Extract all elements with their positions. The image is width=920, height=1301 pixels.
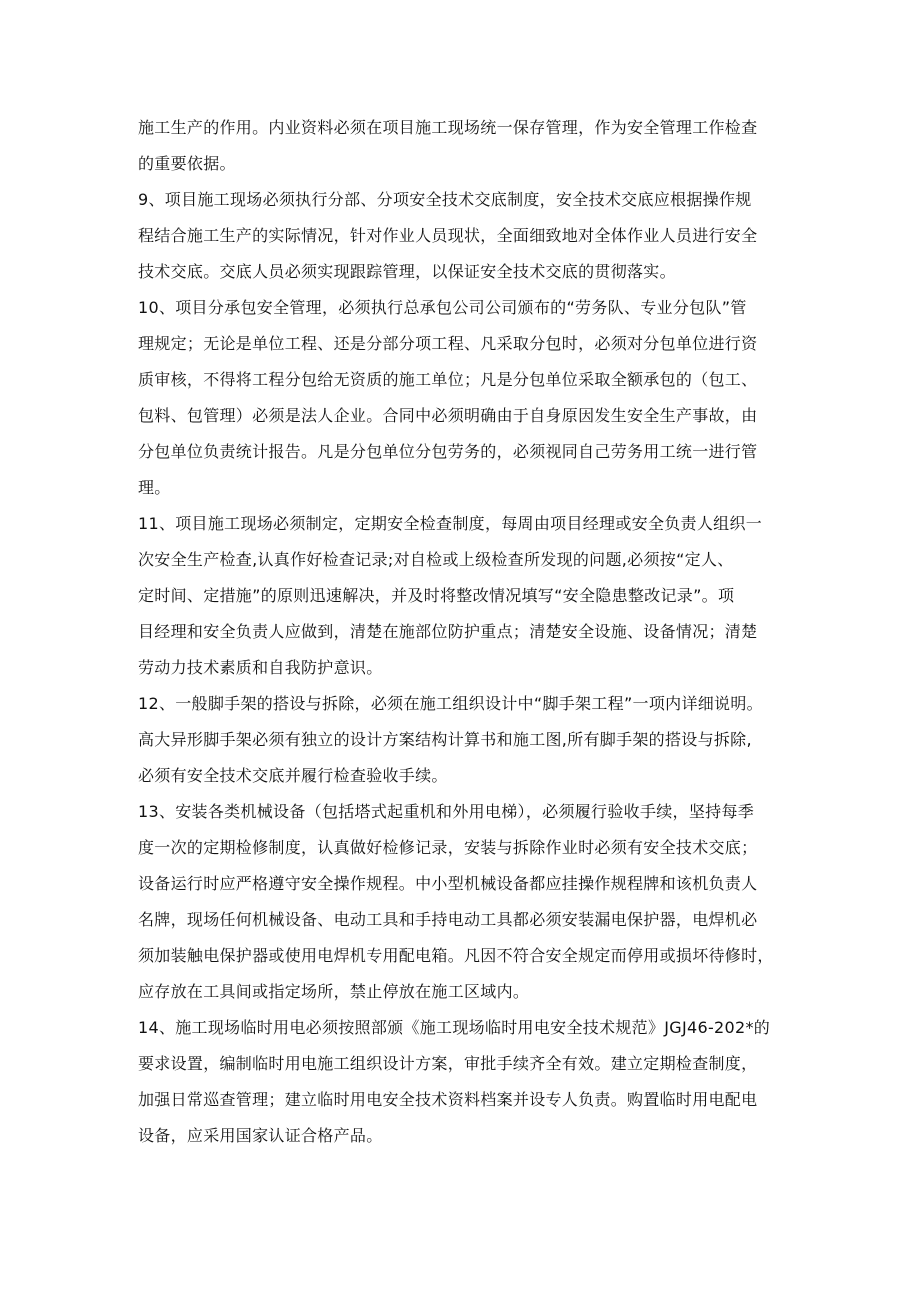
text-line: 次安全生产检查,认真作好检查记录;对自检或上级检查所发现的问题,必须按“定人、 xyxy=(138,550,734,569)
paragraph-continued xyxy=(138,110,790,182)
text-line: 应存放在工具间或指定场所，禁止停放在施工区域内。 xyxy=(138,982,530,1001)
text-line: 名牌，现场任何机械设备、电动工具和手持电动工具都必须安装漏电保护器，电焊机必 xyxy=(138,910,758,929)
text-line: 设备运行时应严格遵守安全操作规程。中小型机械设备都应挂操作规程牌和该机负责人 xyxy=(138,874,758,893)
text-line: 劳动力技术素质和自我防护意识。 xyxy=(138,658,383,677)
text-line: 须加装触电保护器或使用电焊机专用配电箱。凡因不符合安全规定而停用或损坏待修时， xyxy=(138,946,774,965)
text-line: 包料、包管理）必须是法人企业。合同中必须明确由于自身原因发生安全生产事故，由 xyxy=(138,406,758,425)
text-line: 程结合施工生产的实际情况，针对作业人员现状，全面细致地对全体作业人员进行安全 xyxy=(138,226,758,245)
text-line: 技术交底。交底人员必须实现跟踪管理，以保证安全技术交底的贯彻落实。 xyxy=(138,262,676,281)
text-line: 质审核，不得将工程分包给无资质的施工单位；凡是分包单位采取全额承包的（包工、 xyxy=(138,370,758,389)
paragraph-item-11 xyxy=(138,506,790,686)
text-line: 9、项目施工现场必须执行分部、分项安全技术交底制度，安全技术交底应根据操作规 xyxy=(138,190,752,209)
text-line: 理规定；无论是单位工程、还是分部分项工程、凡采取分包时，必须对分包单位进行资 xyxy=(138,334,758,353)
text-line: 13、安装各类机械设备（包括塔式起重机和外用电梯），必须履行验收手续，坚持每季 xyxy=(138,802,755,821)
paragraph-item-10 xyxy=(138,290,790,506)
text-line: 度一次的定期检修制度，认真做好检修记录，安装与拆除作业时必须有安全技术交底； xyxy=(138,838,758,857)
text-line: 12、一般脚手架的搭设与拆除，必须在施工组织设计中“脚手架工程”一项内详细说明。 xyxy=(138,694,763,713)
text-line: 理。 xyxy=(138,478,171,497)
text-line: 11、项目施工现场必须制定，定期安全检查制度，每周由项目经理或安全负责人组织一 xyxy=(138,514,763,533)
text-line: 加强日常巡查管理；建立临时用电安全技术资料档案并设专人负责。购置临时用电配电 xyxy=(138,1090,758,1109)
text-line: 设备，应采用国家认证合格产品。 xyxy=(138,1126,383,1145)
text-line: 定时间、定措施”的原则迅速解决，并及时将整改情况填写“安全隐患整改记录”。项 xyxy=(138,586,735,605)
text-line: 14、施工现场临时用电必须按照部颁《施工现场临时用电安全技术规范》JGJ46-202*的 xyxy=(138,1018,771,1037)
text-line: 必须有安全技术交底并履行检查验收手续。 xyxy=(138,766,448,785)
paragraph-item-13 xyxy=(138,794,790,1010)
paragraph-item-12 xyxy=(138,686,790,794)
document-body xyxy=(138,110,790,1154)
text-line: 的重要依据。 xyxy=(138,154,236,173)
text-line: 要求设置，编制临时用电施工组织设计方案，审批手续齐全有效。建立定期检查制度， xyxy=(138,1054,758,1073)
text-line: 10、项目分承包安全管理，必须执行总承包公司公司颁布的“劳务队、专业分包队”管 xyxy=(138,298,747,317)
paragraph-item-9 xyxy=(138,182,790,290)
text-line: 分包单位负责统计报告。凡是分包单位分包劳务的，必须视同自己劳务用工统一进行管 xyxy=(138,442,758,461)
text-line: 施工生产的作用。内业资料必须在项目施工现场统一保存管理，作为安全管理工作检查 xyxy=(138,118,758,137)
text-line: 目经理和安全负责人应做到，清楚在施部位防护重点；清楚安全设施、设备情况；清楚 xyxy=(138,622,758,641)
paragraph-item-14 xyxy=(138,1010,790,1154)
text-line: 高大异形脚手架必须有独立的设计方案结构计算书和施工图,所有脚手架的搭设与拆除, xyxy=(138,730,752,749)
